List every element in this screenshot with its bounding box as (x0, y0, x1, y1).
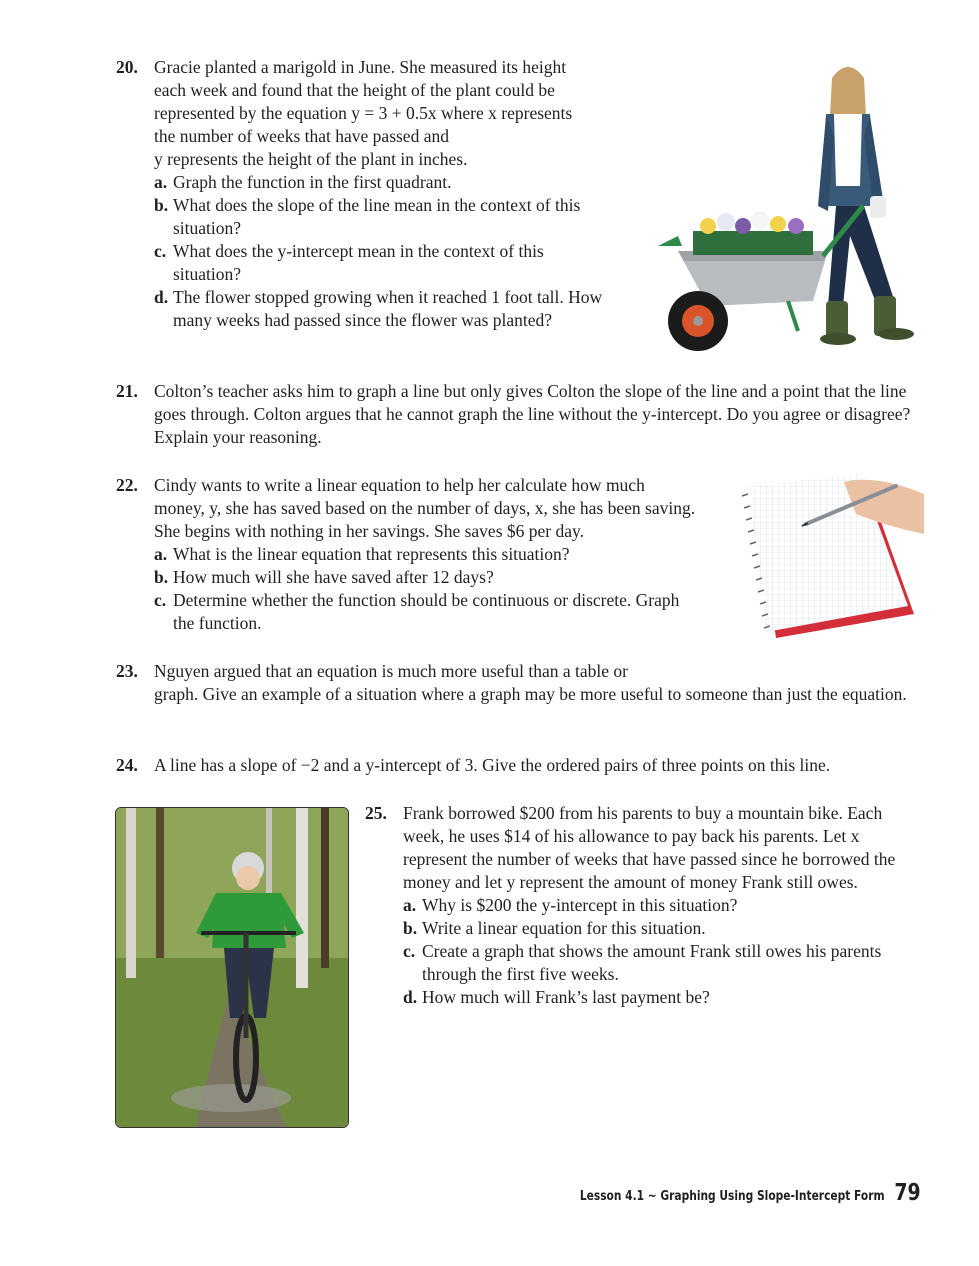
problem-number: 24. (116, 755, 138, 775)
problem-21 (116, 380, 916, 449)
problem-number: 23. (116, 661, 138, 681)
problem-stem: A line has a slope of −2 and a y-intercept of 3. Give the ordered pairs of three points on this line. (154, 755, 831, 775)
problem-stem: Gracie planted a marigold in June. She measured its height each week and found that the height of the plant could be represented by the equation y = 3 + 0.5x where x represents the number of weeks that have passed and y represents the height of the plant in inches. (154, 57, 573, 169)
part-c: c. Determine whether the function should be continuous or discrete. Graph the function. (154, 590, 680, 633)
problem-24 (116, 754, 916, 777)
problem-stem: Nguyen argued that an equation is much more useful than a table or graph. Give an example of a situation where a graph may be more useful to someone than just the equation. (154, 661, 907, 704)
problem-stem: Colton’s teacher asks him to graph a line but only gives Colton the slope of the line and a point that the line goes through. Colton argues that he cannot graph the line without the y-intercept. Do you agree or disagree? Explain your reasoning. (154, 381, 911, 447)
mountain-bike-photo (115, 807, 349, 1128)
part-d: d. How much will Frank’s last payment be? (403, 987, 710, 1007)
part-d: d. The flower stopped growing when it reached 1 foot tall. How many weeks had passed since the flower was planted? (154, 287, 603, 330)
page-footer (580, 1180, 921, 1206)
problem-number: 20. (116, 57, 138, 77)
problem-23 (116, 660, 916, 706)
part-a: a. Graph the function in the first quadrant. (154, 172, 452, 192)
problem-number: 22. (116, 475, 138, 495)
problem-number: 21. (116, 381, 138, 401)
problem-20 (116, 56, 616, 332)
problem-25 (365, 802, 910, 1009)
problem-22 (116, 474, 696, 635)
part-c: c. Create a graph that shows the amount Frank still owes his parents through the first five weeks. (403, 941, 882, 984)
gardener-wheelbarrow-photo (638, 56, 923, 356)
lesson-title: Lesson 4.1 ~ Graphing Using Slope-Intercept Form (580, 1189, 885, 1204)
part-a: a. What is the linear equation that represents this situation? (154, 544, 570, 564)
part-b: b. What does the slope of the line mean in the context of this situation? (154, 195, 581, 238)
part-a: a. Why is $200 the y-intercept in this situation? (403, 895, 738, 915)
problem-number: 25. (365, 803, 387, 823)
part-c: c. What does the y-intercept mean in the context of this situation? (154, 241, 544, 284)
page-number: 79 (894, 1180, 921, 1206)
problem-stem: Frank borrowed $200 from his parents to buy a mountain bike. Each week, he uses $14 of his allowance to pay back his parents. Let x represent the number of weeks that have passed since he borrowed the money and let y represent the amount of money Frank still owes. (403, 803, 896, 892)
part-b: b. Write a linear equation for this situation. (403, 918, 706, 938)
part-b: b. How much will she have saved after 12 days? (154, 567, 494, 587)
notebook-pen-photo (736, 474, 924, 660)
problem-stem: Cindy wants to write a linear equation to help her calculate how much money, y, she has saved based on the number of days, x, she has been saving. She begins with nothing in her savings. She saves $6 per day. (154, 475, 696, 541)
